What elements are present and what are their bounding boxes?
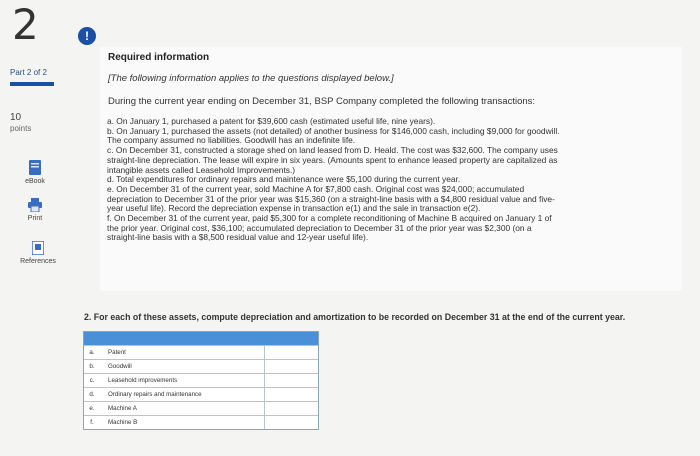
row-letter: c.: [89, 377, 95, 384]
printer-icon: [28, 198, 42, 212]
amount-input-patent[interactable]: [265, 346, 318, 359]
book-icon: [29, 160, 41, 175]
alert-icon: !: [78, 27, 96, 45]
references-button[interactable]: [8, 241, 68, 265]
required-information-title: Required information: [108, 52, 210, 63]
amount-input-machine-b[interactable]: [265, 416, 318, 429]
transaction-line: straight-line basis with a $8,500 residual value and 12-year useful life).: [107, 232, 369, 243]
row-letter: f.: [90, 419, 94, 426]
transaction-line: b. On January 1, purchased the assets (not detailed) of another business for $146,000 cash, including $9,000 for goodwill.: [107, 125, 560, 136]
transaction-line: a. On January 1, purchased a patent for $39,600 cash (estimated useful life, nine years).: [107, 116, 436, 126]
transaction-line: e. On December 31 of the current year, sold Machine A for $7,800 cash. Original cost was $24,000; accumulated: [107, 183, 525, 194]
table-row: [84, 401, 318, 415]
transaction-line: intangible assets called Leasehold Improvements.): [107, 164, 296, 175]
points-label: points: [10, 124, 32, 133]
transaction-line: The company assumed no liabilities. Goodwill has an indefinite life.: [107, 135, 356, 146]
points-value: 10: [10, 112, 22, 123]
transaction-line: c. On December 31, constructed a storage shed on land leased from D. Heald. The cost was $32,600. The company uses: [107, 145, 558, 156]
amount-input-machine-a[interactable]: [265, 402, 318, 415]
transactions-intro: During the current year ending on December 31, BSP Company completed the following transactions:: [108, 96, 536, 107]
transaction-line: year useful life). Record the depreciation expense in transaction e(1) and the sale in transaction e(2).: [107, 203, 481, 214]
amount-input-repairs[interactable]: [265, 388, 318, 401]
transaction-line: depreciation to December 31 of the prior year was $15,360 (on a straight-line basis with a $4,800 residual value and five-: [107, 193, 555, 204]
references-label: References: [20, 258, 56, 265]
table-row: [84, 373, 318, 387]
table-row: [84, 415, 318, 429]
question-number: 2: [12, 0, 39, 49]
row-letter: d.: [89, 391, 95, 398]
references-icon: [32, 241, 44, 255]
table-row: [84, 387, 318, 401]
amount-input-leasehold[interactable]: [265, 374, 318, 387]
answer-table: [83, 331, 319, 430]
table-header: [84, 332, 318, 345]
transaction-line: d. Total expenditures for ordinary repairs and maintenance were $5,100 during the current year.: [107, 174, 461, 185]
required-information-note: [The following information applies to the questions displayed below.]: [108, 73, 394, 84]
table-row: [84, 345, 318, 359]
row-label: Machine B: [100, 416, 265, 429]
part-progress-bar: [10, 82, 54, 86]
part-progress-fill: [10, 82, 54, 86]
ebook-button[interactable]: [5, 160, 65, 185]
print-button[interactable]: [5, 198, 65, 222]
transaction-line: f. On December 31 of the current year, paid $5,300 for a complete reconditioning of Machine B acquired on January 1 of: [107, 213, 552, 224]
row-letter: a.: [89, 349, 95, 356]
print-label: Print: [27, 215, 43, 222]
table-row: [84, 359, 318, 373]
row-label: Goodwill: [100, 360, 265, 373]
amount-input-goodwill[interactable]: [265, 360, 318, 373]
transaction-line: the prior year. Original cost, $36,100; accumulated depreciation to December 31 of the prior year was $2,300 (on a: [107, 222, 532, 233]
row-label: Machine A: [100, 402, 265, 415]
row-letter: e.: [89, 405, 95, 412]
row-label: Ordinary repairs and maintenance: [100, 388, 265, 401]
part-label: Part 2 of 2: [10, 68, 47, 77]
row-letter: b.: [89, 363, 95, 370]
question-prompt: 2. For each of these assets, compute depreciation and amortization to be recorded on December 31 at the end of the current year.: [84, 312, 626, 322]
row-label: Patent: [100, 346, 265, 359]
ebook-label: eBook: [25, 178, 45, 185]
transactions-list: [107, 117, 667, 243]
row-label: Leasehold improvements: [100, 374, 265, 387]
transaction-line: straight-line depreciation. The lease will expire in six years. (Amounts spent to enhance leased property are capitalized as: [107, 154, 558, 165]
